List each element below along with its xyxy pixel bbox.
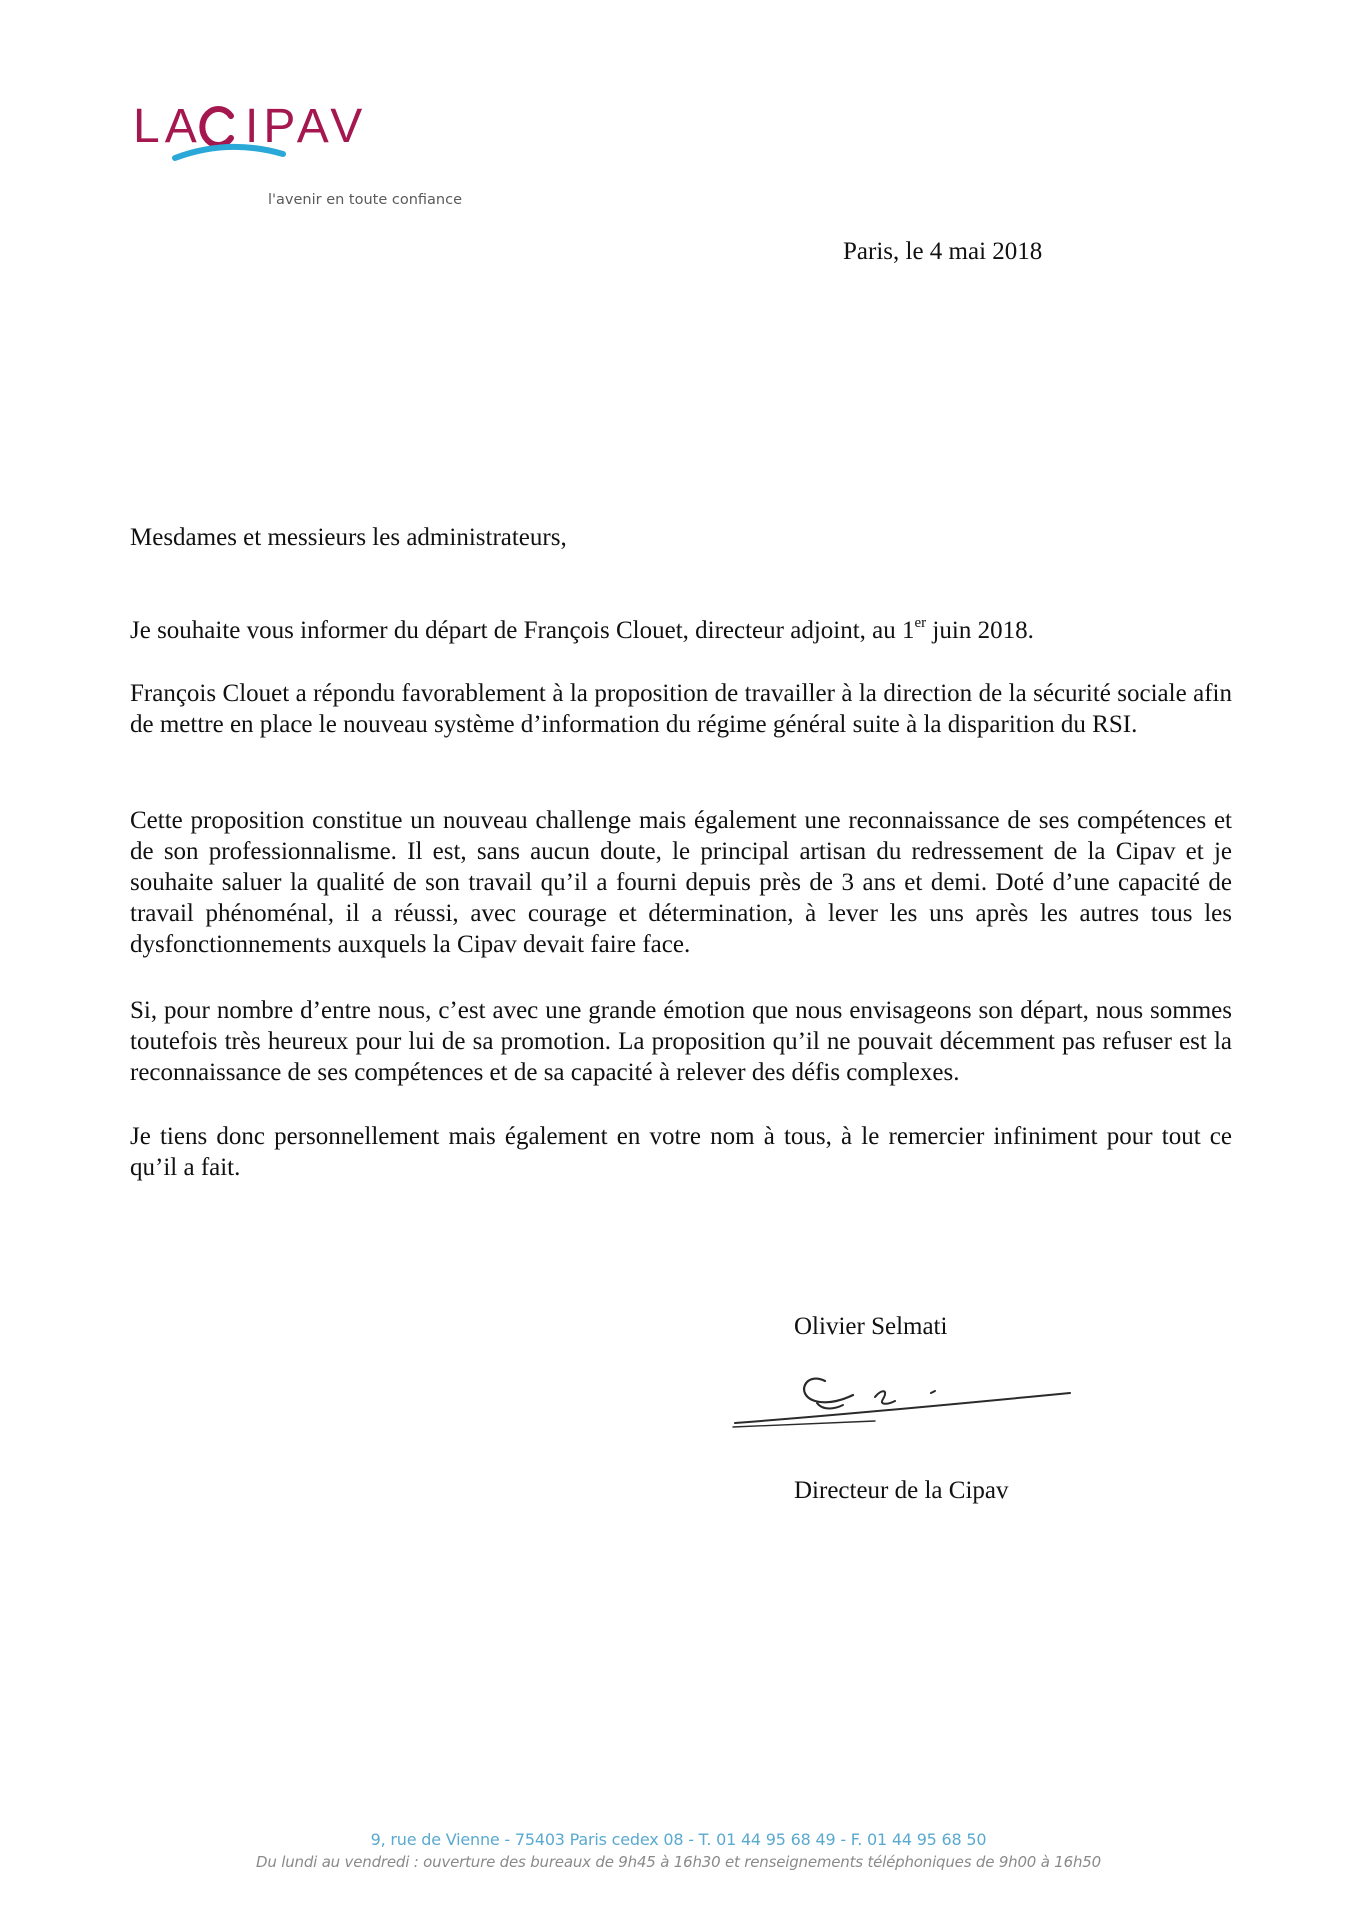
signer-name: Olivier Selmati [794, 1313, 948, 1340]
logo-tagline: l'avenir en toute confiance [268, 192, 463, 208]
paragraph-new-role: François Clouet a répondu favorablement à la proposition de travailler à la direction de la sécurité sociale afin de mettre en place le nouveau système d’information du régime général suite à la disparition du RSI. [130, 680, 1232, 738]
salutation: Mesdames et messieurs les administrateurs, [130, 524, 567, 551]
paragraph-departure-text: Je souhaite vous informer du départ de François Clouet, directeur adjoint, au 1 [130, 617, 915, 644]
paragraph-recognition: Cette proposition constitue un nouveau challenge mais également une reconnaissance de ses compétences et de son professionnalisme. Il est, sans aucun doute, le principal artisan du redressement de la Cipav et je souhaite saluer la qualité de son travail qu’il a fourni depuis près de 3 ans et demi. Doté d’une capacité de travail phénoménal, il a réussi, avec courage et détermination, à lever les uns après les autres tous les dysfonctionnements auxquels la Cipav devait faire face. [130, 807, 1232, 958]
paragraph-thanks: Je tiens donc personnellement mais également en votre nom à tous, à le remercier infiniment pour tout ce qu’il a fait. [130, 1123, 1232, 1181]
paragraph-departure [130, 615, 1232, 646]
signer-title: Directeur de la Cipav [794, 1477, 1009, 1504]
footer-address: 9, rue de Vienne - 75403 Paris cedex 08 - T. 01 44 95 68 49 - F. 01 44 95 68 50 [370, 1830, 987, 1849]
ordinal-superscript: er [914, 614, 927, 631]
logo-mark [133, 96, 463, 191]
paragraph-emotion: Si, pour nombre d’entre nous, c’est avec une grande émotion que nous envisageons son départ, nous sommes toutefois très heureux pour lui de sa promotion. La proposition qu’il ne pouvait décemment pas refuser est la reconnaissance de ses compétences et de sa capacité à relever des défis complexes. [130, 997, 1232, 1086]
paragraph-departure-end: juin 2018. [926, 617, 1034, 644]
footer-hours: Du lundi au vendredi : ouverture des bureaux de 9h45 à 16h30 et renseignements téléphoniques de 9h00 à 16h50 [256, 1853, 1101, 1871]
svg-text:LA: LA [133, 100, 202, 153]
date-line: Paris, le 4 mai 2018 [843, 238, 1043, 265]
handwritten-signature [725, 1345, 1085, 1450]
svg-text:IPAV: IPAV [245, 100, 368, 153]
